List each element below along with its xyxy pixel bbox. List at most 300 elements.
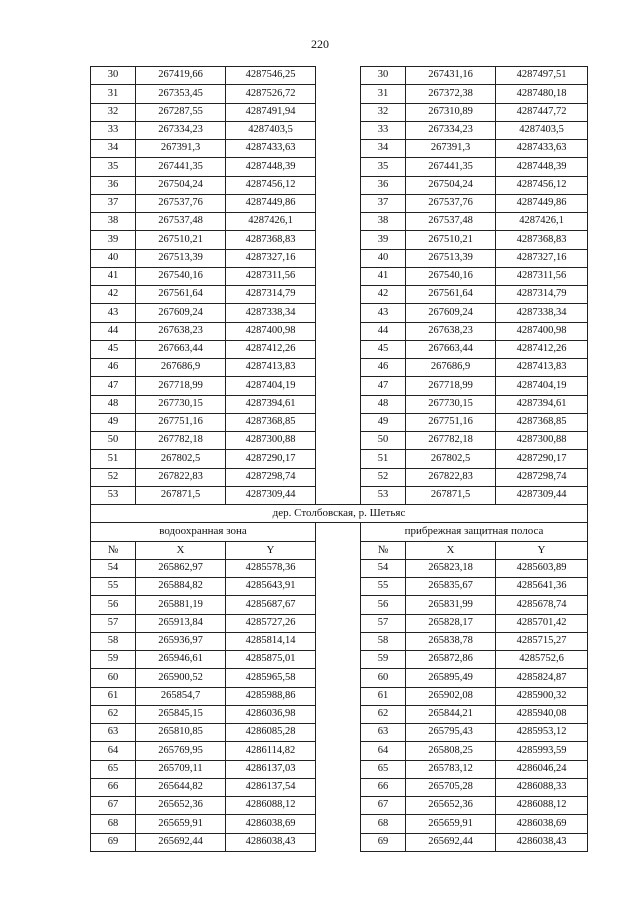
x-left: 265946,61: [136, 651, 226, 669]
x-left: 267287,55: [136, 103, 226, 121]
y-left: 4286137,54: [226, 778, 316, 796]
y-left: 4287309,44: [226, 486, 316, 504]
point-number-left: 49: [91, 413, 136, 431]
column-gap: [316, 158, 361, 176]
point-number-right: 54: [361, 559, 406, 577]
x-left: 267782,18: [136, 432, 226, 450]
y-left: 4285687,67: [226, 596, 316, 614]
column-gap: [316, 286, 361, 304]
y-right: 4287412,26: [496, 340, 588, 358]
column-gap: [316, 304, 361, 322]
y-right: 4287400,98: [496, 322, 588, 340]
y-right: 4287298,74: [496, 468, 588, 486]
table-row: [91, 797, 588, 815]
x-left: 265845,15: [136, 705, 226, 723]
table-row: [91, 760, 588, 778]
column-gap: [316, 377, 361, 395]
point-number-left: 41: [91, 267, 136, 285]
section-block: [91, 505, 588, 560]
column-gap: [316, 450, 361, 468]
header-y-left: Y: [226, 541, 316, 559]
y-left: 4287400,98: [226, 322, 316, 340]
column-gap: [316, 778, 361, 796]
x-right: 265705,28: [406, 778, 496, 796]
point-number-right: 40: [361, 249, 406, 267]
y-right: 4286088,33: [496, 778, 588, 796]
y-right: 4287413,83: [496, 359, 588, 377]
point-number-left: 36: [91, 176, 136, 194]
point-number-left: 45: [91, 340, 136, 358]
y-right: 4287497,51: [496, 67, 588, 85]
y-left: 4287368,85: [226, 413, 316, 431]
point-number-left: 31: [91, 85, 136, 103]
y-left: 4287311,56: [226, 267, 316, 285]
y-left: 4287448,39: [226, 158, 316, 176]
x-right: 267663,44: [406, 340, 496, 358]
column-gap: [316, 614, 361, 632]
column-gap: [316, 559, 361, 577]
point-number-left: 61: [91, 687, 136, 705]
x-left: 265936,97: [136, 632, 226, 650]
column-gap: [316, 486, 361, 504]
x-left: 267871,5: [136, 486, 226, 504]
y-right: 4287404,19: [496, 377, 588, 395]
header-num-left: №: [91, 541, 136, 559]
point-number-right: 32: [361, 103, 406, 121]
y-left: 4287433,63: [226, 140, 316, 158]
x-left: 265913,84: [136, 614, 226, 632]
column-gap: [316, 687, 361, 705]
point-number-right: 53: [361, 486, 406, 504]
x-left: 265884,82: [136, 578, 226, 596]
point-number-left: 35: [91, 158, 136, 176]
x-left: 267419,66: [136, 67, 226, 85]
point-number-right: 50: [361, 432, 406, 450]
x-right: 265783,12: [406, 760, 496, 778]
point-number-right: 31: [361, 85, 406, 103]
table-row: [91, 450, 588, 468]
table-row: [91, 486, 588, 504]
y-right: 4287433,63: [496, 140, 588, 158]
table-row: [91, 578, 588, 596]
x-left: 267802,5: [136, 450, 226, 468]
point-number-right: 42: [361, 286, 406, 304]
point-number-left: 62: [91, 705, 136, 723]
x-left: 267537,76: [136, 194, 226, 212]
point-number-left: 42: [91, 286, 136, 304]
point-number-left: 67: [91, 797, 136, 815]
y-right: 4287368,83: [496, 231, 588, 249]
point-number-left: 37: [91, 194, 136, 212]
point-number-right: 33: [361, 121, 406, 139]
point-number-right: 55: [361, 578, 406, 596]
column-gap: [316, 231, 361, 249]
column-gap: [316, 651, 361, 669]
point-number-left: 65: [91, 760, 136, 778]
y-right: 4287368,85: [496, 413, 588, 431]
x-right: 265872,86: [406, 651, 496, 669]
y-right: 4287480,18: [496, 85, 588, 103]
y-left: 4285578,36: [226, 559, 316, 577]
x-right: 265844,21: [406, 705, 496, 723]
column-gap: [316, 468, 361, 486]
table-row: [91, 778, 588, 796]
y-left: 4285988,86: [226, 687, 316, 705]
column-gap: [316, 249, 361, 267]
table-row: [91, 322, 588, 340]
point-number-right: 59: [361, 651, 406, 669]
x-left: 265862,97: [136, 559, 226, 577]
y-right: 4287449,86: [496, 194, 588, 212]
y-left: 4287456,12: [226, 176, 316, 194]
column-gap: [316, 742, 361, 760]
column-gap: [316, 85, 361, 103]
table-row: [91, 377, 588, 395]
x-left: 267441,35: [136, 158, 226, 176]
table-row: [91, 194, 588, 212]
y-right: 4285678,74: [496, 596, 588, 614]
column-gap: [316, 413, 361, 431]
table-row: [91, 432, 588, 450]
x-right: 267310,89: [406, 103, 496, 121]
x-left: 267334,23: [136, 121, 226, 139]
point-number-right: 41: [361, 267, 406, 285]
x-right: 265838,78: [406, 632, 496, 650]
y-right: 4287426,1: [496, 213, 588, 231]
point-number-left: 38: [91, 213, 136, 231]
column-gap: [316, 103, 361, 121]
x-right: 267504,24: [406, 176, 496, 194]
point-number-right: 44: [361, 322, 406, 340]
table-row: [91, 67, 588, 85]
point-number-left: 50: [91, 432, 136, 450]
y-right: 4285993,59: [496, 742, 588, 760]
table-row: [91, 359, 588, 377]
column-gap: [316, 523, 361, 560]
y-left: 4286036,98: [226, 705, 316, 723]
table-row: [91, 395, 588, 413]
column-gap: [316, 121, 361, 139]
column-gap: [316, 359, 361, 377]
table-row: [91, 559, 588, 577]
x-right: 265795,43: [406, 724, 496, 742]
point-number-left: 34: [91, 140, 136, 158]
table-row: [91, 413, 588, 431]
point-number-right: 46: [361, 359, 406, 377]
point-number-left: 63: [91, 724, 136, 742]
x-left: 267391,3: [136, 140, 226, 158]
point-number-left: 59: [91, 651, 136, 669]
x-right: 267822,83: [406, 468, 496, 486]
point-number-right: 30: [361, 67, 406, 85]
point-number-right: 56: [361, 596, 406, 614]
y-right: 4287314,79: [496, 286, 588, 304]
y-left: 4286085,28: [226, 724, 316, 742]
y-right: 4285900,32: [496, 687, 588, 705]
point-number-right: 48: [361, 395, 406, 413]
x-right: 265652,36: [406, 797, 496, 815]
table-row: [91, 705, 588, 723]
point-number-left: 52: [91, 468, 136, 486]
y-left: 4287298,74: [226, 468, 316, 486]
x-right: 265659,91: [406, 815, 496, 833]
x-left: 267353,45: [136, 85, 226, 103]
table-row: [91, 669, 588, 687]
x-right: 267802,5: [406, 450, 496, 468]
point-number-right: 58: [361, 632, 406, 650]
y-left: 4286114,82: [226, 742, 316, 760]
x-left: 267561,64: [136, 286, 226, 304]
x-right: 265831,99: [406, 596, 496, 614]
x-right: 267510,21: [406, 231, 496, 249]
point-number-right: 36: [361, 176, 406, 194]
point-number-left: 43: [91, 304, 136, 322]
table-row: [91, 158, 588, 176]
column-gap: [316, 432, 361, 450]
x-right: 267431,16: [406, 67, 496, 85]
table-row: [91, 468, 588, 486]
point-number-left: 60: [91, 669, 136, 687]
table-row: [91, 121, 588, 139]
point-number-right: 65: [361, 760, 406, 778]
table-row: [91, 304, 588, 322]
y-left: 4286088,12: [226, 797, 316, 815]
x-left: 267540,16: [136, 267, 226, 285]
y-left: 4287338,34: [226, 304, 316, 322]
x-left: 265692,44: [136, 833, 226, 851]
x-left: 265881,19: [136, 596, 226, 614]
point-number-right: 61: [361, 687, 406, 705]
coordinates-table: [90, 66, 588, 852]
y-right: 4285641,36: [496, 578, 588, 596]
column-gap: [316, 797, 361, 815]
column-gap: [316, 669, 361, 687]
x-right: 265835,67: [406, 578, 496, 596]
y-left: 4287546,25: [226, 67, 316, 85]
y-left: 4287404,19: [226, 377, 316, 395]
column-gap: [316, 724, 361, 742]
x-right: 267537,76: [406, 194, 496, 212]
top-rows: [91, 67, 588, 505]
x-right: 265808,25: [406, 742, 496, 760]
x-right: 267686,9: [406, 359, 496, 377]
point-number-right: 52: [361, 468, 406, 486]
point-number-left: 48: [91, 395, 136, 413]
column-gap: [316, 815, 361, 833]
x-right: 267372,38: [406, 85, 496, 103]
point-number-right: 68: [361, 815, 406, 833]
x-right: 267334,23: [406, 121, 496, 139]
y-right: 4285715,27: [496, 632, 588, 650]
y-right: 4285940,08: [496, 705, 588, 723]
point-number-left: 33: [91, 121, 136, 139]
y-right: 4287290,17: [496, 450, 588, 468]
x-right: 265828,17: [406, 614, 496, 632]
table-row: [91, 614, 588, 632]
y-left: 4287394,61: [226, 395, 316, 413]
column-gap: [316, 760, 361, 778]
table-row: [91, 632, 588, 650]
point-number-left: 47: [91, 377, 136, 395]
header-x-left: X: [136, 541, 226, 559]
point-number-left: 32: [91, 103, 136, 121]
y-right: 4287309,44: [496, 486, 588, 504]
table-row: [91, 724, 588, 742]
y-left: 4286137,03: [226, 760, 316, 778]
point-number-left: 56: [91, 596, 136, 614]
point-number-left: 55: [91, 578, 136, 596]
y-left: 4287300,88: [226, 432, 316, 450]
x-right: 265692,44: [406, 833, 496, 851]
bottom-rows: [91, 559, 588, 851]
x-right: 267540,16: [406, 267, 496, 285]
y-left: 4286038,43: [226, 833, 316, 851]
header-num-right: №: [361, 541, 406, 559]
column-gap: [316, 194, 361, 212]
x-left: 265769,95: [136, 742, 226, 760]
x-left: 267686,9: [136, 359, 226, 377]
point-number-left: 40: [91, 249, 136, 267]
y-left: 4285814,14: [226, 632, 316, 650]
y-left: 4287327,16: [226, 249, 316, 267]
column-gap: [316, 140, 361, 158]
x-left: 265854,7: [136, 687, 226, 705]
x-right: 267537,48: [406, 213, 496, 231]
y-right: 4287394,61: [496, 395, 588, 413]
x-right: 267782,18: [406, 432, 496, 450]
point-number-left: 68: [91, 815, 136, 833]
column-gap: [316, 322, 361, 340]
y-left: 4287526,72: [226, 85, 316, 103]
page-number: 220: [311, 37, 329, 51]
x-left: 267504,24: [136, 176, 226, 194]
x-left: 265644,82: [136, 778, 226, 796]
point-number-right: 67: [361, 797, 406, 815]
point-number-right: 66: [361, 778, 406, 796]
y-right: 4287300,88: [496, 432, 588, 450]
point-number-left: 54: [91, 559, 136, 577]
x-right: 265895,49: [406, 669, 496, 687]
y-left: 4287413,83: [226, 359, 316, 377]
x-right: 267561,64: [406, 286, 496, 304]
y-left: 4285875,01: [226, 651, 316, 669]
table-row: [91, 596, 588, 614]
column-gap: [316, 340, 361, 358]
table-row: [91, 286, 588, 304]
table-row: [91, 103, 588, 121]
point-number-left: 51: [91, 450, 136, 468]
point-number-left: 57: [91, 614, 136, 632]
column-gap: [316, 395, 361, 413]
point-number-right: 60: [361, 669, 406, 687]
x-right: 267609,24: [406, 304, 496, 322]
x-left: 267730,15: [136, 395, 226, 413]
y-left: 4287412,26: [226, 340, 316, 358]
point-number-right: 57: [361, 614, 406, 632]
x-left: 267638,23: [136, 322, 226, 340]
point-number-right: 35: [361, 158, 406, 176]
right-zone-title: прибрежная защитная полоса: [361, 523, 588, 541]
y-right: 4287338,34: [496, 304, 588, 322]
y-left: 4286038,69: [226, 815, 316, 833]
column-gap: [316, 833, 361, 851]
x-left: 267718,99: [136, 377, 226, 395]
x-right: 267718,99: [406, 377, 496, 395]
x-right: 267871,5: [406, 486, 496, 504]
y-left: 4287403,5: [226, 121, 316, 139]
table-row: [91, 651, 588, 669]
y-right: 4287456,12: [496, 176, 588, 194]
point-number-left: 58: [91, 632, 136, 650]
point-number-right: 64: [361, 742, 406, 760]
table-row: [91, 213, 588, 231]
column-gap: [316, 267, 361, 285]
y-right: 4285824,87: [496, 669, 588, 687]
point-number-right: 69: [361, 833, 406, 851]
point-number-right: 51: [361, 450, 406, 468]
column-gap: [316, 176, 361, 194]
point-number-right: 37: [361, 194, 406, 212]
point-number-right: 45: [361, 340, 406, 358]
point-number-right: 34: [361, 140, 406, 158]
x-right: 267751,16: [406, 413, 496, 431]
left-zone-title: водоохранная зона: [91, 523, 316, 541]
y-left: 4287426,1: [226, 213, 316, 231]
table-row: [91, 267, 588, 285]
x-left: 267513,39: [136, 249, 226, 267]
y-right: 4287447,72: [496, 103, 588, 121]
table-row: [91, 833, 588, 851]
y-left: 4287314,79: [226, 286, 316, 304]
table-row: [91, 249, 588, 267]
y-right: 4287403,5: [496, 121, 588, 139]
x-right: 265902,08: [406, 687, 496, 705]
x-left: 267822,83: [136, 468, 226, 486]
y-right: 4285752,6: [496, 651, 588, 669]
table-row: [91, 85, 588, 103]
y-right: 4285701,42: [496, 614, 588, 632]
table-row: [91, 140, 588, 158]
y-right: 4285953,12: [496, 724, 588, 742]
point-number-left: 44: [91, 322, 136, 340]
point-number-right: 43: [361, 304, 406, 322]
point-number-left: 69: [91, 833, 136, 851]
x-right: 267441,35: [406, 158, 496, 176]
point-number-left: 53: [91, 486, 136, 504]
x-right: 267391,3: [406, 140, 496, 158]
point-number-left: 30: [91, 67, 136, 85]
table-row: [91, 231, 588, 249]
point-number-right: 63: [361, 724, 406, 742]
x-left: 265659,91: [136, 815, 226, 833]
y-left: 4287449,86: [226, 194, 316, 212]
table-row: [91, 815, 588, 833]
header-x-right: X: [406, 541, 496, 559]
x-left: 267751,16: [136, 413, 226, 431]
y-left: 4287491,94: [226, 103, 316, 121]
point-number-left: 39: [91, 231, 136, 249]
table-row: [91, 687, 588, 705]
y-right: 4286088,12: [496, 797, 588, 815]
y-right: 4287311,56: [496, 267, 588, 285]
header-y-right: Y: [496, 541, 588, 559]
y-left: 4285643,91: [226, 578, 316, 596]
point-number-right: 62: [361, 705, 406, 723]
x-left: 265810,85: [136, 724, 226, 742]
column-gap: [316, 632, 361, 650]
y-left: 4285727,26: [226, 614, 316, 632]
point-number-left: 64: [91, 742, 136, 760]
